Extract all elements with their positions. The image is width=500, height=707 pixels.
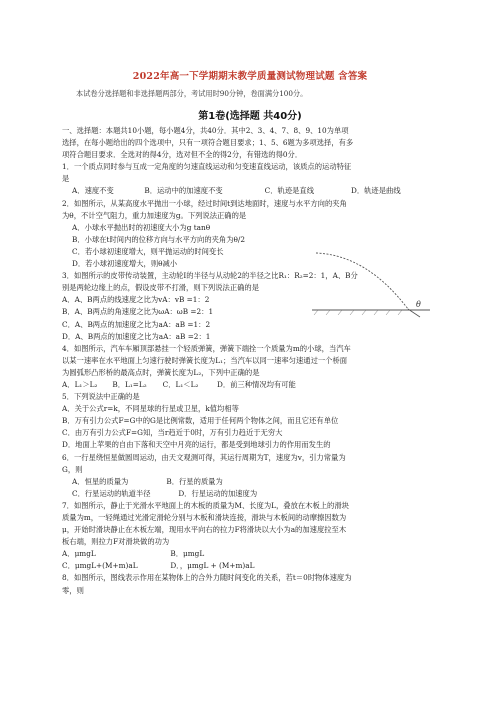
option-c: C．行星运动的轨道半径 (72, 488, 151, 498)
question-8-stem: 零，则 (62, 585, 84, 595)
option-c: C．由万有引力公式F=G知，当r趋近于0时，万有引力趋近于无穷大 (62, 428, 283, 438)
question-7-options (62, 548, 444, 560)
paragraph-line: 选择，在每小题给出的四个选项中，只有一项符合题目要求；1、5、6题为多项选择，有多 (62, 138, 354, 148)
option-a: A．恒星的质量为 (72, 476, 129, 486)
option-a: A．L₁＞L₂ (62, 379, 98, 389)
question-3-stem: 别是两轮边缘上的点，假设皮带不打滑，则下列说法正确的是 (62, 283, 260, 293)
paragraph-line: 项符合题目要求．全选对的得4分，选对但不全的得2分，有错选的得0分． (62, 150, 303, 160)
question-4-stem: 4．如图所示，汽车车厢顶部悬挂一个轻质弹簧，弹簧下端拴一个质量为m的小球，当汽车 (62, 343, 351, 353)
angle-label: θ (416, 300, 421, 309)
option-c: C．若小球初速度增大，则平抛运动的时间变长 (72, 246, 224, 256)
option-d: D．若小球初速度增大，则θ减小 (72, 259, 178, 269)
section-title: 第1卷(选择题 共40分) (198, 111, 302, 122)
projectile-figure (312, 247, 432, 319)
option-d: D．，μmgL + (M+m)aL (170, 561, 255, 571)
question-2-stem: 为θ，不计空气阻力，重力加速度为g。下列说法正确的是 (62, 210, 247, 220)
question-body (62, 125, 444, 597)
question-1-stem: 是 (62, 174, 70, 184)
question-7-stem: μ，开始时滑块静止在木板左端，现用水平向右的拉力F将滑块以大小为a的加速度拉至木 (62, 525, 347, 535)
option-c: C．L₁＜L₂ (162, 379, 199, 389)
option-b: B．运动中的加速度不变 (144, 186, 223, 196)
question-7-stem: 板右端，则拉力F对滑块做的功为 (62, 537, 170, 547)
option-d: D．前三种情况均有可能 (216, 379, 296, 389)
question-7-options (62, 560, 444, 572)
option-b: B．A、B两点的角速度之比为ωA：ωB =2：1 (62, 307, 214, 317)
question-7-stem: 质量为m，一轻绳通过光滑定滑轮分别与木板和滑块连接，滑块与木板间的动摩擦因数为 (62, 513, 347, 522)
question-6-options (62, 476, 444, 488)
option-a: A．小球水平抛出时的初速度大小为g tanθ (72, 222, 211, 232)
option-b: B．μmgL (170, 549, 205, 559)
option-d: D．A、B两点的加速度之比为aA：aB =2：1 (62, 331, 211, 341)
option-b: B．小球在t时间内的位移方向与水平方向的夹角为θ/2 (72, 234, 246, 244)
question-5-stem: 5．下列说法中正确的是 (62, 392, 140, 402)
option-d: D．行星运动的加速度为 (178, 488, 258, 498)
option-c: C．μmgL+(M+m)aL (62, 561, 138, 571)
document-title: 2022年高一下学期期末教学质量测试物理试题 含答案 (132, 71, 368, 82)
question-8-stem: 8．如图所示，图线表示作用在某物体上的合外力随时间变化的关系，若t＝0时物体速度为 (62, 573, 352, 583)
option-b: B．行星的质量为 (166, 476, 223, 486)
paragraph-line: 一、选择题：本题共10小题，每小题4分，共40分．其中2、3、4、7、8、9、10为单项 (62, 126, 349, 135)
option-b: B．L₁=L₂ (112, 379, 147, 389)
question-6-stem: 6．一行星绕恒星做圆周运动，由天文观测可得，其运行周期为T，速度为v，引力常量为 (62, 452, 346, 462)
question-4-options (62, 379, 444, 391)
option-d: D．轨迹是曲线 (350, 186, 401, 196)
question-6-stem: G，则 (62, 464, 83, 474)
question-7-stem: 7．如图所示，静止于光滑水平地面上的木板的质量为M、长度为L，叠放在木板上的滑块 (62, 500, 349, 510)
ground-hatching (314, 310, 402, 315)
question-1-options (62, 185, 444, 197)
option-c: C．轨迹是直线 (264, 186, 315, 196)
exam-instructions: 本试卷分选择题和非选择题两部分，考试用时90分钟，卷面满分100分。 (76, 89, 308, 98)
option-b: B．万有引力公式F=G中的G是比例常数，适用于任何两个物体之间，而且它还有单位 (62, 416, 339, 426)
question-6-options (62, 488, 444, 500)
trajectory-curve (316, 253, 408, 309)
option-a: A．μmgL (62, 549, 96, 559)
question-2-stem: 2．如图所示，从某高度水平抛出一小球，经过时间t到达地面时，速度与水平方向的夹角 (62, 198, 347, 208)
option-a: A．速度不变 (72, 186, 114, 196)
option-a: A．关于公式r=k，不同星球的行星或卫星，k值均相等 (62, 404, 239, 414)
option-d: D．地面上苹果的自由下落和天空中月亮的运行，都是受到地球引力的作用而发生的 (62, 440, 331, 450)
option-a: A．A、B两点的线速度之比为vA：vB =1：2 (62, 295, 210, 305)
question-4-stem: 为圆弧形凸形桥的最高点时，弹簧长度为L₂，下列中正确的是 (62, 367, 260, 377)
question-3-stem: 3．如图所示的皮带传动装置，主动轮Ⅰ的半径与从动轮2的半径之比R₁：R₂=2：1，A、B分 (62, 271, 358, 281)
question-1-stem: 1．一个质点同时参与互成一定角度的匀速直线运动和匀变速直线运动，该质点的运动特征 (62, 162, 352, 172)
question-4-stem: 以某一速率在水平地面上匀速行驶时弹簧长度为L₁；当汽车以同一速率匀速通过一个桥面 (62, 355, 348, 365)
option-c: C．A、B两点的加速度之比为aA：aB =1：2 (62, 319, 211, 329)
